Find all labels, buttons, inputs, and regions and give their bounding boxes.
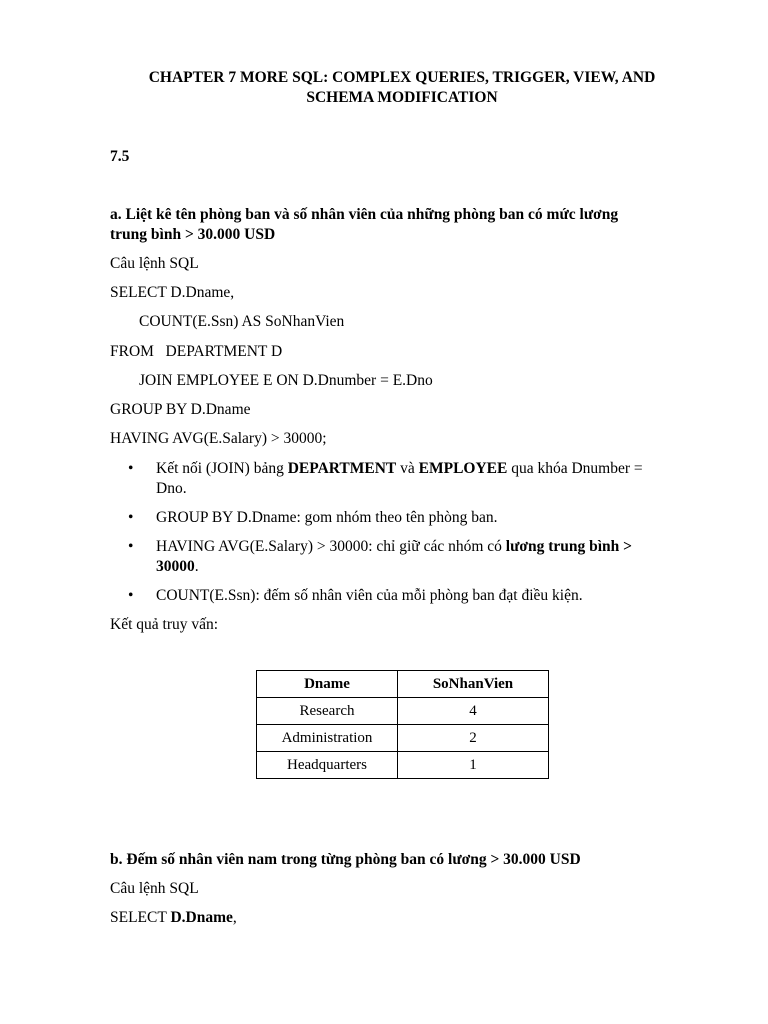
table-cell: Headquarters <box>257 752 398 779</box>
bullet-item <box>128 537 718 579</box>
bullet-dot: • <box>128 587 134 604</box>
bullet-text <box>156 537 716 577</box>
table-cell: Research <box>257 698 398 725</box>
bullet-dot: • <box>128 538 134 555</box>
sql-line: JOIN EMPLOYEE E ON D.Dnumber = E.Dno <box>139 372 433 389</box>
column-header: Dname <box>257 671 398 698</box>
sql-column: D.Dname <box>170 909 233 926</box>
bullet-text-part: và <box>396 460 419 477</box>
section-number: 7.5 <box>110 148 130 165</box>
bullet-bold-part: DEPARTMENT <box>287 460 397 477</box>
bullet-bold-part: 30000 <box>156 558 195 575</box>
bullet-item <box>128 586 718 608</box>
bullet-dot: • <box>128 509 134 526</box>
table-cell: Administration <box>257 725 398 752</box>
bullet-bold-part: lương trung bình > <box>505 538 632 555</box>
table-cell: 2 <box>398 725 549 752</box>
part-a-sql-label: Câu lệnh SQL <box>110 255 199 272</box>
part-a-heading-line1: a. Liệt kê tên phòng ban và số nhân viên của những phòng ban có mức lương <box>110 206 619 223</box>
chapter-title-line2: SCHEMA MODIFICATION <box>306 89 498 106</box>
bullet-item <box>128 459 718 501</box>
table-row <box>257 725 549 752</box>
bullet-text: GROUP BY D.Dname: gom nhóm theo tên phòng ban. <box>156 509 498 526</box>
column-header: SoNhanVien <box>398 671 549 698</box>
table-cell: 1 <box>398 752 549 779</box>
bullet-text-part: qua khóa Dnumber = <box>507 460 643 477</box>
sql-punctuation: , <box>232 909 237 926</box>
bullet-text <box>156 459 716 499</box>
sql-line: FROM DEPARTMENT D <box>110 343 283 360</box>
table-row <box>257 752 549 779</box>
sql-line <box>110 908 237 928</box>
bullet-dot: • <box>128 460 134 477</box>
chapter-title <box>100 68 704 108</box>
bullet-text: COUNT(E.Ssn): đếm số nhân viên của mỗi phòng ban đạt điều kiện. <box>156 587 583 604</box>
sql-line: SELECT D.Dname, <box>110 284 235 301</box>
table-header-row <box>257 671 549 698</box>
part-b-heading: b. Đếm số nhân viên nam trong từng phòng ban có lương > 30.000 USD <box>110 851 581 868</box>
bullet-text-part: . <box>194 558 199 575</box>
part-b-sql-label: Câu lệnh SQL <box>110 880 199 897</box>
sql-line: COUNT(E.Ssn) AS SoNhanVien <box>139 313 345 330</box>
sql-line: HAVING AVG(E.Salary) > 30000; <box>110 430 327 447</box>
sql-keyword: SELECT <box>110 909 171 926</box>
bullet-text-part: Kết nối (JOIN) bảng <box>156 460 288 477</box>
bullet-bold-part: EMPLOYEE <box>418 460 508 477</box>
result-label: Kết quả truy vấn: <box>110 616 219 633</box>
result-table <box>256 670 549 779</box>
table-row <box>257 698 549 725</box>
part-a-heading-line2: trung bình > 30.000 USD <box>110 226 276 243</box>
bullet-text-part: HAVING AVG(E.Salary) > 30000: chỉ giữ các nhóm có <box>156 538 506 555</box>
bullet-item <box>128 508 718 530</box>
chapter-title-line1: CHAPTER 7 MORE SQL: COMPLEX QUERIES, TRIGGER, VIEW, AND <box>148 69 656 86</box>
bullet-text-part: Dno. <box>156 480 187 497</box>
table-cell: 4 <box>398 698 549 725</box>
sql-line: GROUP BY D.Dname <box>110 401 251 418</box>
